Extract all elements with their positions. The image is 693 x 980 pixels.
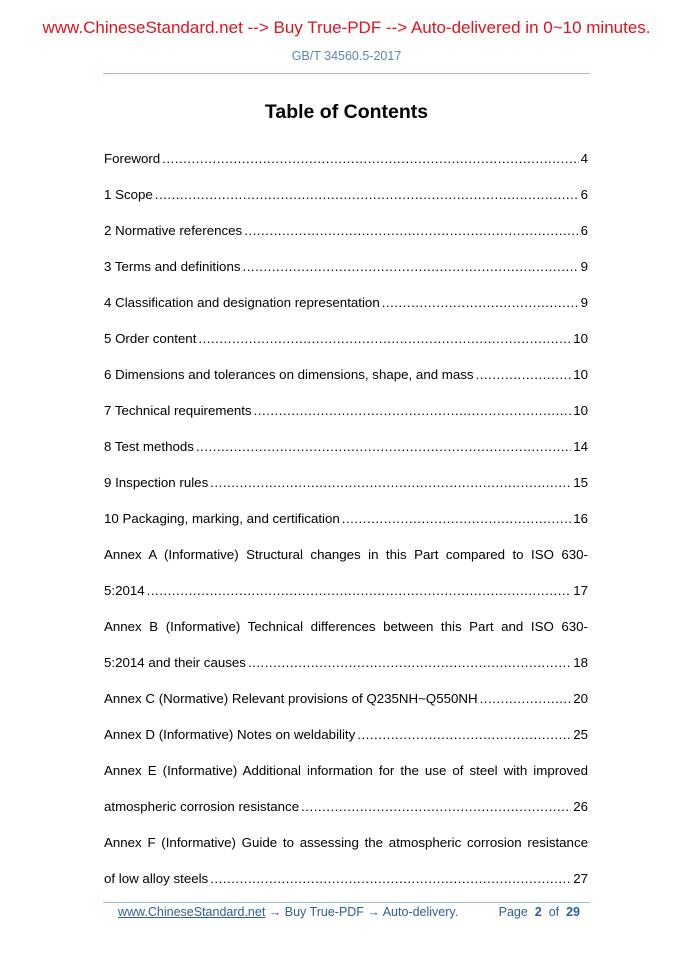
dot-leader: [248, 645, 571, 681]
dot-leader: [243, 249, 579, 285]
toc-entry-title: Annex D (Informative) Notes on weldability: [104, 727, 356, 742]
toc-entry-title: 4 Classification and designation representation: [104, 295, 380, 310]
dot-leader: [244, 213, 578, 249]
toc-entry[interactable]: [104, 177, 588, 213]
toc-entry[interactable]: [104, 789, 588, 825]
toc-entry-page: 15: [573, 475, 588, 490]
toc-entry[interactable]: [104, 717, 588, 753]
toc-entry-page: 18: [573, 655, 588, 670]
dot-leader: [196, 429, 571, 465]
toc-entry-wrapped-line[interactable]: Annex A (Informative) Structural changes in this Part compared to ISO 630-: [104, 547, 588, 562]
toc-entry-page: 6: [580, 187, 588, 202]
header-divider: [103, 73, 590, 74]
website-link[interactable]: www.ChineseStandard.net: [118, 905, 266, 919]
toc-entry-page: 17: [573, 583, 588, 598]
toc-entry-page: 10: [573, 331, 588, 346]
table-of-contents: [104, 141, 588, 897]
dot-leader: [210, 861, 571, 897]
promo-banner: www.ChineseStandard.net --> Buy True-PDF --> Auto-delivered in 0~10 minutes.: [42, 18, 651, 37]
toc-entry-page: 14: [573, 439, 588, 454]
toc-entry-page: 10: [573, 403, 588, 418]
toc-entry-title: atmospheric corrosion resistance: [104, 799, 300, 814]
toc-entry-page: 26: [573, 799, 588, 814]
toc-entry-title: 8 Test methods: [104, 439, 194, 454]
toc-entry[interactable]: [104, 681, 588, 717]
toc-entry-title: 10 Packaging, marking, and certification: [104, 511, 340, 526]
toc-entry-title: Foreword: [104, 151, 161, 166]
toc-entry[interactable]: [104, 645, 588, 681]
dot-leader: [210, 465, 571, 501]
dot-leader: [476, 357, 572, 393]
dot-leader: [382, 285, 579, 321]
footer-divider: [103, 902, 590, 903]
toc-entry-page: 10: [573, 367, 588, 382]
toc-entry-wrapped-line[interactable]: Annex F (Informative) Guide to assessing the atmospheric corrosion resistance: [104, 835, 588, 850]
dot-leader: [162, 141, 578, 177]
toc-entry[interactable]: [104, 285, 588, 321]
dot-leader: [301, 789, 571, 825]
standard-number: GB/T 34560.5-2017: [291, 49, 402, 63]
toc-entry[interactable]: [104, 465, 588, 501]
toc-entry-title: 5:2014 and their causes: [104, 655, 246, 670]
toc-entry-title: 5:2014: [104, 583, 145, 598]
toc-entry[interactable]: [104, 357, 588, 393]
toc-entry-page: 4: [580, 151, 588, 166]
toc-entry[interactable]: [104, 501, 588, 537]
toc-entry[interactable]: [104, 861, 588, 897]
toc-entry-page: 16: [573, 511, 588, 526]
toc-entry[interactable]: [104, 321, 588, 357]
toc-entry-title: 1 Scope: [104, 187, 153, 202]
toc-entry-page: 9: [580, 259, 588, 274]
page-title: Table of Contents: [264, 101, 429, 123]
toc-entry-title: of low alloy steels: [104, 871, 209, 886]
dot-leader: [342, 501, 571, 537]
toc-entry[interactable]: [104, 249, 588, 285]
toc-entry-title: 5 Order content: [104, 331, 197, 346]
toc-entry-page: 27: [573, 871, 588, 886]
toc-entry[interactable]: [104, 393, 588, 429]
dot-leader: [357, 717, 571, 753]
toc-entry-page: 20: [573, 691, 588, 706]
footer-text: → Buy True-PDF → Auto-delivery.: [265, 905, 459, 919]
toc-entry-page: 9: [580, 295, 588, 310]
toc-entry-title: 7 Technical requirements: [104, 403, 252, 418]
toc-entry-wrapped-line[interactable]: Annex B (Informative) Technical differences between this Part and ISO 630-: [104, 619, 588, 634]
page-footer: [118, 905, 588, 919]
toc-entry-title: Annex C (Normative) Relevant provisions of Q235NH~Q550NH: [104, 691, 478, 706]
dot-leader: [480, 681, 572, 717]
toc-entry[interactable]: [104, 213, 588, 249]
toc-entry-page: 25: [573, 727, 588, 742]
toc-entry[interactable]: [104, 573, 588, 609]
dot-leader: [198, 321, 571, 357]
toc-entry-title: 3 Terms and definitions: [104, 259, 241, 274]
toc-entry[interactable]: [104, 429, 588, 465]
page-number: Page 2 of 29: [498, 905, 580, 919]
dot-leader: [155, 177, 579, 213]
toc-entry-title: 9 Inspection rules: [104, 475, 209, 490]
toc-entry[interactable]: [104, 141, 588, 177]
dot-leader: [254, 393, 572, 429]
toc-entry-page: 6: [580, 223, 588, 238]
toc-entry-title: 2 Normative references: [104, 223, 243, 238]
dot-leader: [147, 573, 572, 609]
toc-entry-wrapped-line[interactable]: Annex E (Informative) Additional information for the use of steel with improved: [104, 763, 588, 778]
toc-entry-title: 6 Dimensions and tolerances on dimensions, shape, and mass: [104, 367, 474, 382]
